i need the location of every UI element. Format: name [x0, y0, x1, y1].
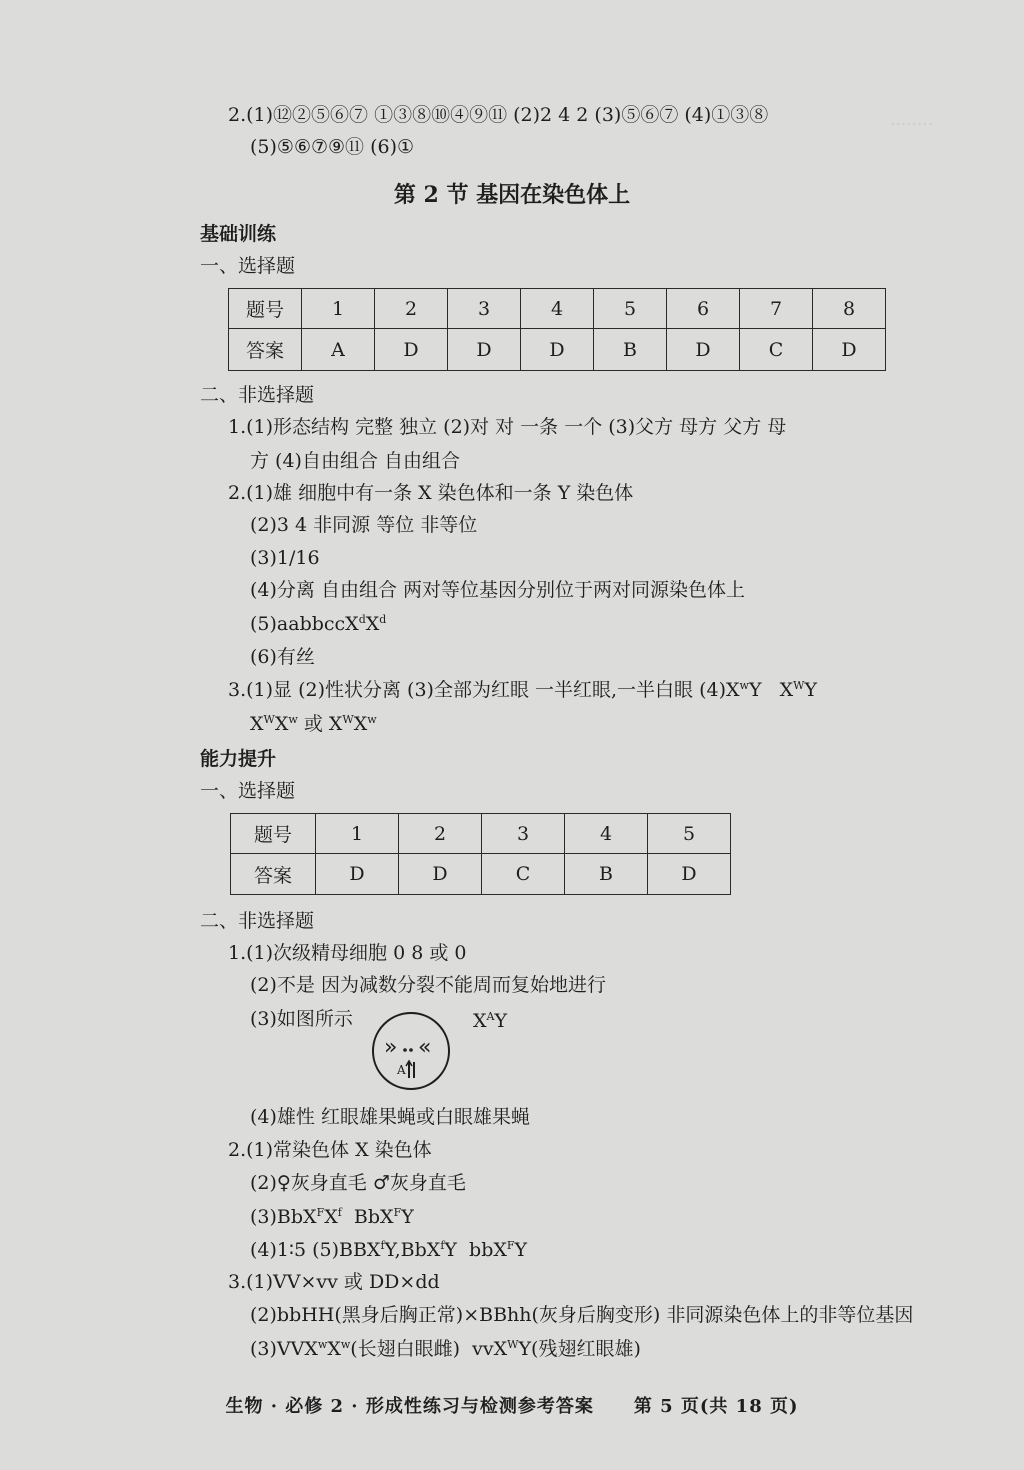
ability-q1-line-4: (4)雄性 红眼雄果蝇或白眼雄果蝇	[250, 1106, 530, 1128]
diagram-genotype	[473, 1010, 507, 1032]
answer-cell: C	[740, 329, 813, 371]
allele-superscript: d	[358, 613, 366, 626]
answer-cell: B	[594, 329, 667, 371]
answer-text: (4)1∶5 (5)BBX	[250, 1239, 381, 1261]
basic-q3-line-1	[228, 680, 817, 700]
ability-q1-line-3: (3)如图所示	[250, 1008, 353, 1030]
answer-cell: D	[375, 329, 448, 371]
cell-chromosome-diagram	[370, 1010, 452, 1092]
genotype-text: Y	[804, 679, 817, 701]
answer-cell: D	[316, 854, 399, 895]
genotype-text: Y	[514, 1239, 528, 1261]
allele-superscript: W	[507, 1338, 519, 1351]
answer-cell: D	[648, 854, 731, 895]
ability-q2-line-4	[250, 1240, 527, 1260]
allele-superscript: f	[337, 1206, 342, 1219]
ability-nonchoice-heading: 二、非选择题	[200, 910, 315, 932]
genotype-text: X	[353, 713, 368, 735]
table-row	[229, 289, 886, 329]
prev-answer-line-2: (5)⑤⑥⑦⑨⑪ (6)①	[250, 136, 415, 158]
basic-answer-table	[228, 288, 886, 371]
ability-choice-heading: 一、选择题	[200, 780, 296, 802]
genotype-text: X	[274, 713, 289, 735]
allele-superscript: w	[739, 679, 749, 692]
question-number: 5	[594, 289, 667, 329]
genotype-text: (5)aabbccX	[250, 613, 359, 635]
genotype-text: X	[779, 679, 794, 701]
answer-cell: B	[565, 854, 648, 895]
conjunction-text: 或	[297, 713, 329, 735]
genotype-text: (3)BbX	[250, 1206, 317, 1228]
genotype-text: (长翅白眼雌) vvX	[350, 1338, 508, 1360]
table-header-label: 题号	[231, 814, 316, 854]
question-number: 3	[482, 814, 565, 854]
question-number: 4	[565, 814, 648, 854]
basic-q2-line-6: (6)有丝	[250, 646, 315, 668]
ability-q1-line-1: 1.(1)次级精母细胞 0 8 或 0	[228, 942, 467, 964]
question-number: 1	[302, 289, 375, 329]
basic-q2-line-2: (2)3 4 非同源 等位 非等位	[250, 514, 478, 536]
allele-superscript: A	[486, 1010, 495, 1023]
svg-text:«: «	[418, 1035, 432, 1060]
genotype-text: BbX	[341, 1206, 394, 1228]
answer-cell: D	[399, 854, 482, 895]
basic-training-heading: 基础训练	[200, 223, 277, 245]
genotype-text: Y	[401, 1206, 414, 1228]
ability-q2-line-1: 2.(1)常染色体 X 染色体	[228, 1139, 432, 1161]
ability-q2-line-3	[250, 1207, 414, 1227]
table-answer-label: 答案	[229, 329, 302, 371]
genotype-text: X	[327, 1338, 341, 1360]
genotype-text: X	[328, 713, 343, 735]
allele-superscript: f	[440, 1239, 445, 1252]
allele-superscript: F	[506, 1239, 515, 1252]
ability-heading: 能力提升	[200, 748, 277, 770]
svg-text:»: »	[384, 1035, 398, 1060]
allele-superscript: w	[367, 713, 377, 726]
answer-cell: D	[667, 329, 740, 371]
allele-superscript: w	[317, 1338, 328, 1351]
question-number: 4	[521, 289, 594, 329]
bleed-through-text: ........	[890, 110, 934, 130]
ability-q3-line-3	[250, 1339, 641, 1359]
question-number: 2	[399, 814, 482, 854]
allele-superscript: w	[340, 1338, 351, 1351]
footer-book-title: 生物 · 必修 2 · 形成性练习与检测参考答案	[225, 1396, 594, 1417]
question-number: 3	[448, 289, 521, 329]
genotype-text: Y	[494, 1010, 508, 1032]
basic-q1-line-2: 方 (4)自由组合 自由组合	[250, 450, 460, 472]
allele-label: A	[397, 1063, 406, 1077]
table-answer-label: 答案	[231, 854, 316, 895]
basic-nonchoice-heading: 二、非选择题	[200, 384, 315, 406]
genotype-text: Y bbX	[444, 1239, 507, 1261]
question-number: 7	[740, 289, 813, 329]
genotype-text: X	[250, 713, 264, 735]
basic-q3-line-2	[250, 714, 377, 734]
allele-superscript: W	[793, 679, 805, 692]
ability-answer-table	[230, 813, 731, 895]
ability-q3-line-2: (2)bbHH(黑身后胸正常)×BBhh(灰身后胸变形) 非同源染色体上的非等位基因	[250, 1304, 914, 1326]
basic-q1-line-1: 1.(1)形态结构 完整 独立 (2)对 对 一条 一个 (3)父方 母方 父方 母	[228, 416, 787, 438]
answer-cell: D	[813, 329, 886, 371]
page-footer	[0, 1392, 1024, 1418]
prev-answer-line-1: 2.(1)⑫②⑤⑥⑦ ①③⑧⑩④⑨⑪ (2)2 4 2 (3)⑤⑥⑦ (4)①③⑧	[228, 104, 769, 126]
question-number: 6	[667, 289, 740, 329]
answer-cell: D	[448, 329, 521, 371]
allele-superscript: W	[342, 713, 354, 726]
allele-superscript: d	[379, 613, 387, 626]
genotype-text: Y,BbX	[384, 1239, 441, 1261]
question-number: 2	[375, 289, 448, 329]
genotype-text: X	[324, 1206, 338, 1228]
question-number: 8	[813, 289, 886, 329]
allele-superscript: F	[393, 1206, 402, 1219]
answer-text: 3.(1)显 (2)性状分离 (3)全部为红眼 一半红眼,一半白眼 (4)X	[228, 679, 740, 701]
genotype-text: Y(残翅红眼雄)	[518, 1338, 641, 1360]
allele-superscript: w	[288, 713, 298, 726]
table-row	[231, 814, 731, 854]
allele-superscript: F	[316, 1206, 325, 1219]
basic-q2-line-5	[250, 614, 386, 634]
basic-q2-line-4: (4)分离 自由组合 两对等位基因分别位于两对同源染色体上	[250, 579, 745, 601]
genotype-text: (3)VVX	[250, 1338, 318, 1360]
answer-cell: C	[482, 854, 565, 895]
allele-superscript: f	[380, 1239, 385, 1252]
answer-cell: A	[302, 329, 375, 371]
table-row	[231, 854, 731, 895]
basic-q2-line-3: (3)1/16	[250, 547, 320, 569]
table-header-label: 题号	[229, 289, 302, 329]
question-number: 5	[648, 814, 731, 854]
table-row	[229, 329, 886, 371]
genotype-text: Y	[748, 679, 762, 701]
basic-choice-heading: 一、选择题	[200, 255, 296, 277]
genotype-text: X	[473, 1010, 487, 1032]
basic-q2-line-1: 2.(1)雄 细胞中有一条 X 染色体和一条 Y 染色体	[228, 482, 634, 504]
ability-q2-line-2: (2)♀灰身直毛 ♂灰身直毛	[250, 1172, 466, 1194]
answer-cell: D	[521, 329, 594, 371]
ability-q3-line-1: 3.(1)VV×vv 或 DD×dd	[228, 1271, 440, 1293]
question-number: 1	[316, 814, 399, 854]
allele-superscript: W	[263, 713, 275, 726]
ability-q1-line-2: (2)不是 因为减数分裂不能周而复始地进行	[250, 974, 606, 996]
genotype-text: X	[365, 613, 380, 635]
section-title: 第 2 节 基因在染色体上	[393, 182, 631, 208]
footer-page-number: 第 5 页(共 18 页)	[633, 1396, 799, 1417]
